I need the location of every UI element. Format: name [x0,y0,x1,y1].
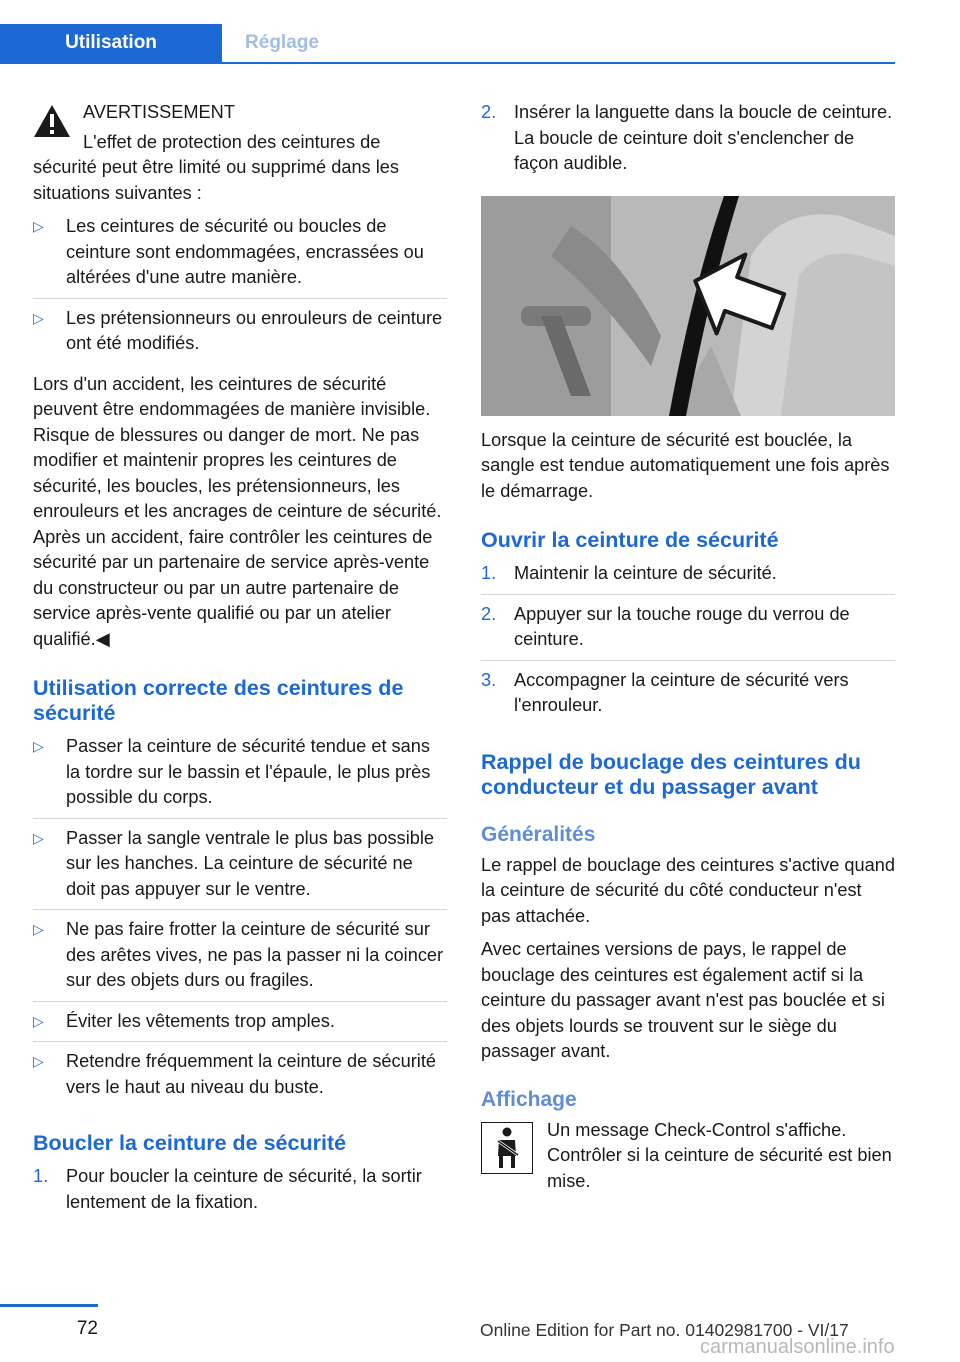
buckle-steps [33,1164,447,1222]
edition-text: Online Edition for Part no. 01402981700 - VI/17 [480,1320,849,1340]
section-title-buckle: Boucler la ceinture de sécurité [33,1131,347,1155]
display-block [481,1118,895,1195]
triangle-bullet-icon: ▷ [33,218,44,234]
chapter-tabs [0,24,895,64]
after-photo-text: Lorsque la ceinture de sécurité est bouclée, la sangle est tendue automatiquement une fois après le démarrage. [481,429,890,501]
step-item: 1. Maintenir la ceinture de sécurité. [481,561,895,595]
triangle-bullet-icon: ▷ [33,829,44,846]
list-item: ▷ Éviter les vêtements trop amples. [33,1009,447,1043]
seatbelt-buckle-photo [481,196,895,416]
warning-title: AVERTISSEMENT [83,102,235,122]
list-item: ▷ Ne pas faire frotter la ceinture de sécurité sur des arêtes vives, ne pas la passer ni la coincer sur des objets durs ou fragiles. [33,917,447,1002]
footer-rule [0,1304,98,1307]
open-steps [481,561,895,726]
step-item: 1. Pour boucler la ceinture de sécurité, la sortir lentement de la fixation. [33,1166,422,1212]
left-column [33,100,447,1230]
section-title-open: Ouvrir la ceinture de sécurité [481,528,779,552]
warning-text: L'effet de protection des ceintures de sécurité peut être limité ou supprimé dans les situations suivantes : [33,131,399,203]
warning-block [33,100,447,206]
tab-utilisation[interactable]: Utilisation [0,24,222,62]
triangle-bullet-icon: ▷ [33,1053,44,1069]
page-number: 72 [76,1318,98,1339]
triangle-bullet-icon: ▷ [33,1012,44,1029]
buckle-steps-continued [481,100,895,184]
step-item: 2. Insérer la languette dans la boucle de ceinture. La boucle de ceinture doit s'enclencher de façon audible. [481,102,893,173]
subsection-title-display: Affichage [481,1087,577,1111]
step-item: 3. Accompagner la ceinture de sécurité vers l'enrouleur. [481,669,849,715]
watermark: carmanualsonline.info [700,1336,895,1358]
right-column [481,100,895,1202]
list-item: ▷ Passer la ceinture de sécurité tendue et sans la tordre sur le bassin et l'épaule, le plus près possible du corps. [33,734,447,819]
seatbelt-indicator-icon [481,1122,533,1174]
list-item: ▷ Passer la sangle ventrale le plus bas possible sur les hanches. La ceinture de sécurité ne doit pas appuyer sur le ventre. [33,826,447,911]
list-item: ▷ Les ceintures de sécurité ou boucles de ceinture sont endommagées, encrassées ou altérées d'une autre manière. [33,214,447,299]
list-item: ▷ Les prétensionneurs ou enrouleurs de ceinture ont été modifiés. [33,307,443,353]
list-item: ▷ Retendre fréquemment la ceinture de sécurité vers le haut au niveau du buste. [33,1051,437,1097]
step-item: 2. Appuyer sur la touche rouge du verrou de ceinture. [481,602,895,661]
triangle-bullet-icon: ▷ [33,738,44,754]
warning-triangle-icon [33,104,71,138]
warning-paragraph: Lors d'un accident, les ceintures de sécurité peuvent être endommagées de manière invisible. Risque de blessures ou danger de mort. Ne pas modifier et maintenir propres les ceintures de sécurité, les boucles, les prétensionneurs, les enrouleurs et les ancrages de ceinture de sécurité. Après un accident, faire contrôler les ceintures de sécurité par un partenaire de service après-vente du constructeur ou par un autre partenaire de service après-vente qualifié ou par un atelier qualifié.◀ [33,373,442,649]
tab-reglage[interactable]: Réglage [245,32,319,53]
triangle-bullet-icon: ▷ [33,921,44,937]
display-text: Un message Check-Control s'affiche. Contrôler si la ceinture de sécurité est bien mise. [547,1119,892,1191]
subsection-title-general: Généralités [481,822,596,846]
section-title-reminder: Rappel de bouclage des ceintures du conducteur et du passager avant [481,749,861,799]
warning-list [33,214,447,364]
section-title-correct-use: Utilisation correcte des ceintures de sécurité [33,676,404,725]
general-paragraph-2: Avec certaines versions de pays, le rappel de bouclage des ceintures est également actif si la ceinture du passager avant n'est pas bouclée et si des objets lourds se trouvent sur le siège du passager avant. [481,939,885,1061]
triangle-bullet-icon: ▷ [33,309,44,326]
correct-use-list [33,734,447,1107]
general-paragraph-1: Le rappel de bouclage des ceintures s'active quand la ceinture de sécurité du côté conducteur n'est pas attachée. [481,854,895,926]
